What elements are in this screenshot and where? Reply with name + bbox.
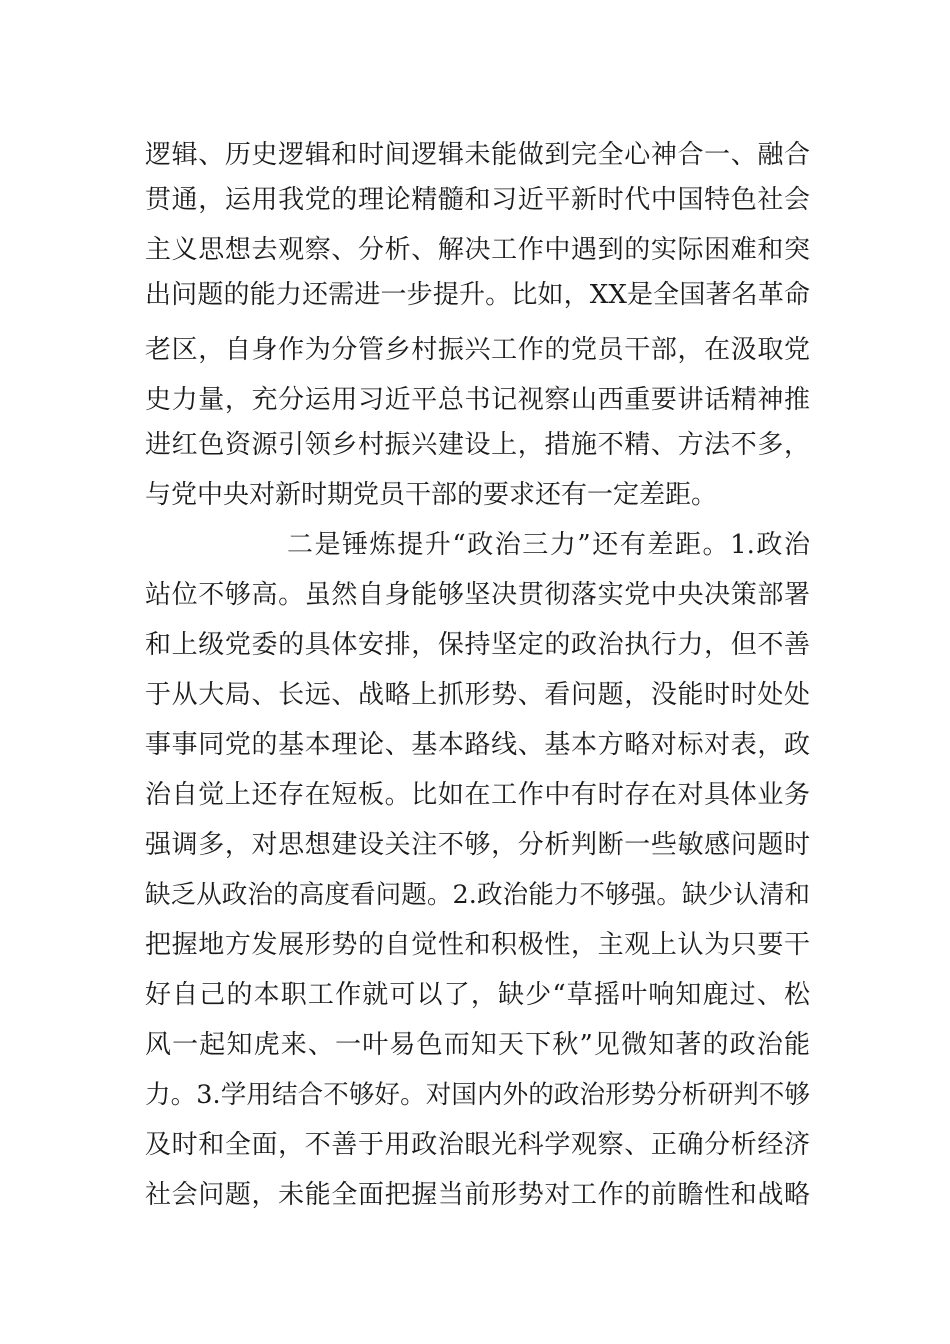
text-line-5: 老区，自身作为分管乡村振兴工作的党员干部，在汲取党 <box>145 335 810 365</box>
text-line-4: 出问题的能力还需进一步提升。比如，XX是全国著名革命 <box>145 280 810 310</box>
text-line-17: 把握地方发展形势的自觉性和积极性，主观上认为只要干 <box>145 930 810 960</box>
text-line-10: 站位不够高。虽然自身能够坚决贯彻落实党中央决策部署 <box>145 580 810 610</box>
text-line-15: 强调多，对思想建设关注不够，分析判断一些敏感问题时 <box>145 830 810 860</box>
text-line-11: 和上级党委的具体安排，保持坚定的政治执行力，但不善 <box>145 630 810 660</box>
text-line-18: 好自己的本职工作就可以了，缺少“草摇叶响知鹿过、松 <box>145 980 810 1010</box>
text-line-7: 进红色资源引领乡村振兴建设上，措施不精、方法不多， <box>145 430 810 460</box>
text-line-14: 治自觉上还存在短板。比如在工作中有时存在对具体业务 <box>145 780 810 810</box>
text-line-8: 与党中央对新时期党员干部的要求还有一定差距。 <box>145 480 718 510</box>
text-line-6: 史力量，充分运用习近平总书记视察山西重要讲话精神推 <box>145 385 810 415</box>
text-line-12: 于从大局、长远、战略上抓形势、看问题，没能时时处处 <box>145 680 810 710</box>
section-heading-line: 二是锤炼提升“政治三力”还有差距。1.政治 <box>287 530 810 560</box>
text-line-21: 及时和全面，不善于用政治眼光科学观察、正确分析经济 <box>145 1130 810 1160</box>
text-line-19: 风一起知虎来、一叶易色而知天下秋”见微知著的政治能 <box>145 1030 810 1060</box>
text-line-2: 贯通，运用我党的理论精髓和习近平新时代中国特色社会 <box>145 185 810 215</box>
text-line-22: 社会问题，未能全面把握当前形势对工作的前瞻性和战略 <box>145 1180 810 1210</box>
text-line-13: 事事同党的基本理论、基本路线、基本方略对标对表，政 <box>145 730 810 760</box>
text-line-20: 力。3.学用结合不够好。对国内外的政治形势分析研判不够 <box>145 1080 810 1110</box>
text-line-3: 主义思想去观察、分析、解决工作中遇到的实际困难和突 <box>145 235 810 265</box>
text-line-1: 逻辑、历史逻辑和时间逻辑未能做到完全心神合一、融合 <box>145 140 810 170</box>
text-line-16: 缺乏从政治的高度看问题。2.政治能力不够强。缺少认清和 <box>145 880 810 910</box>
